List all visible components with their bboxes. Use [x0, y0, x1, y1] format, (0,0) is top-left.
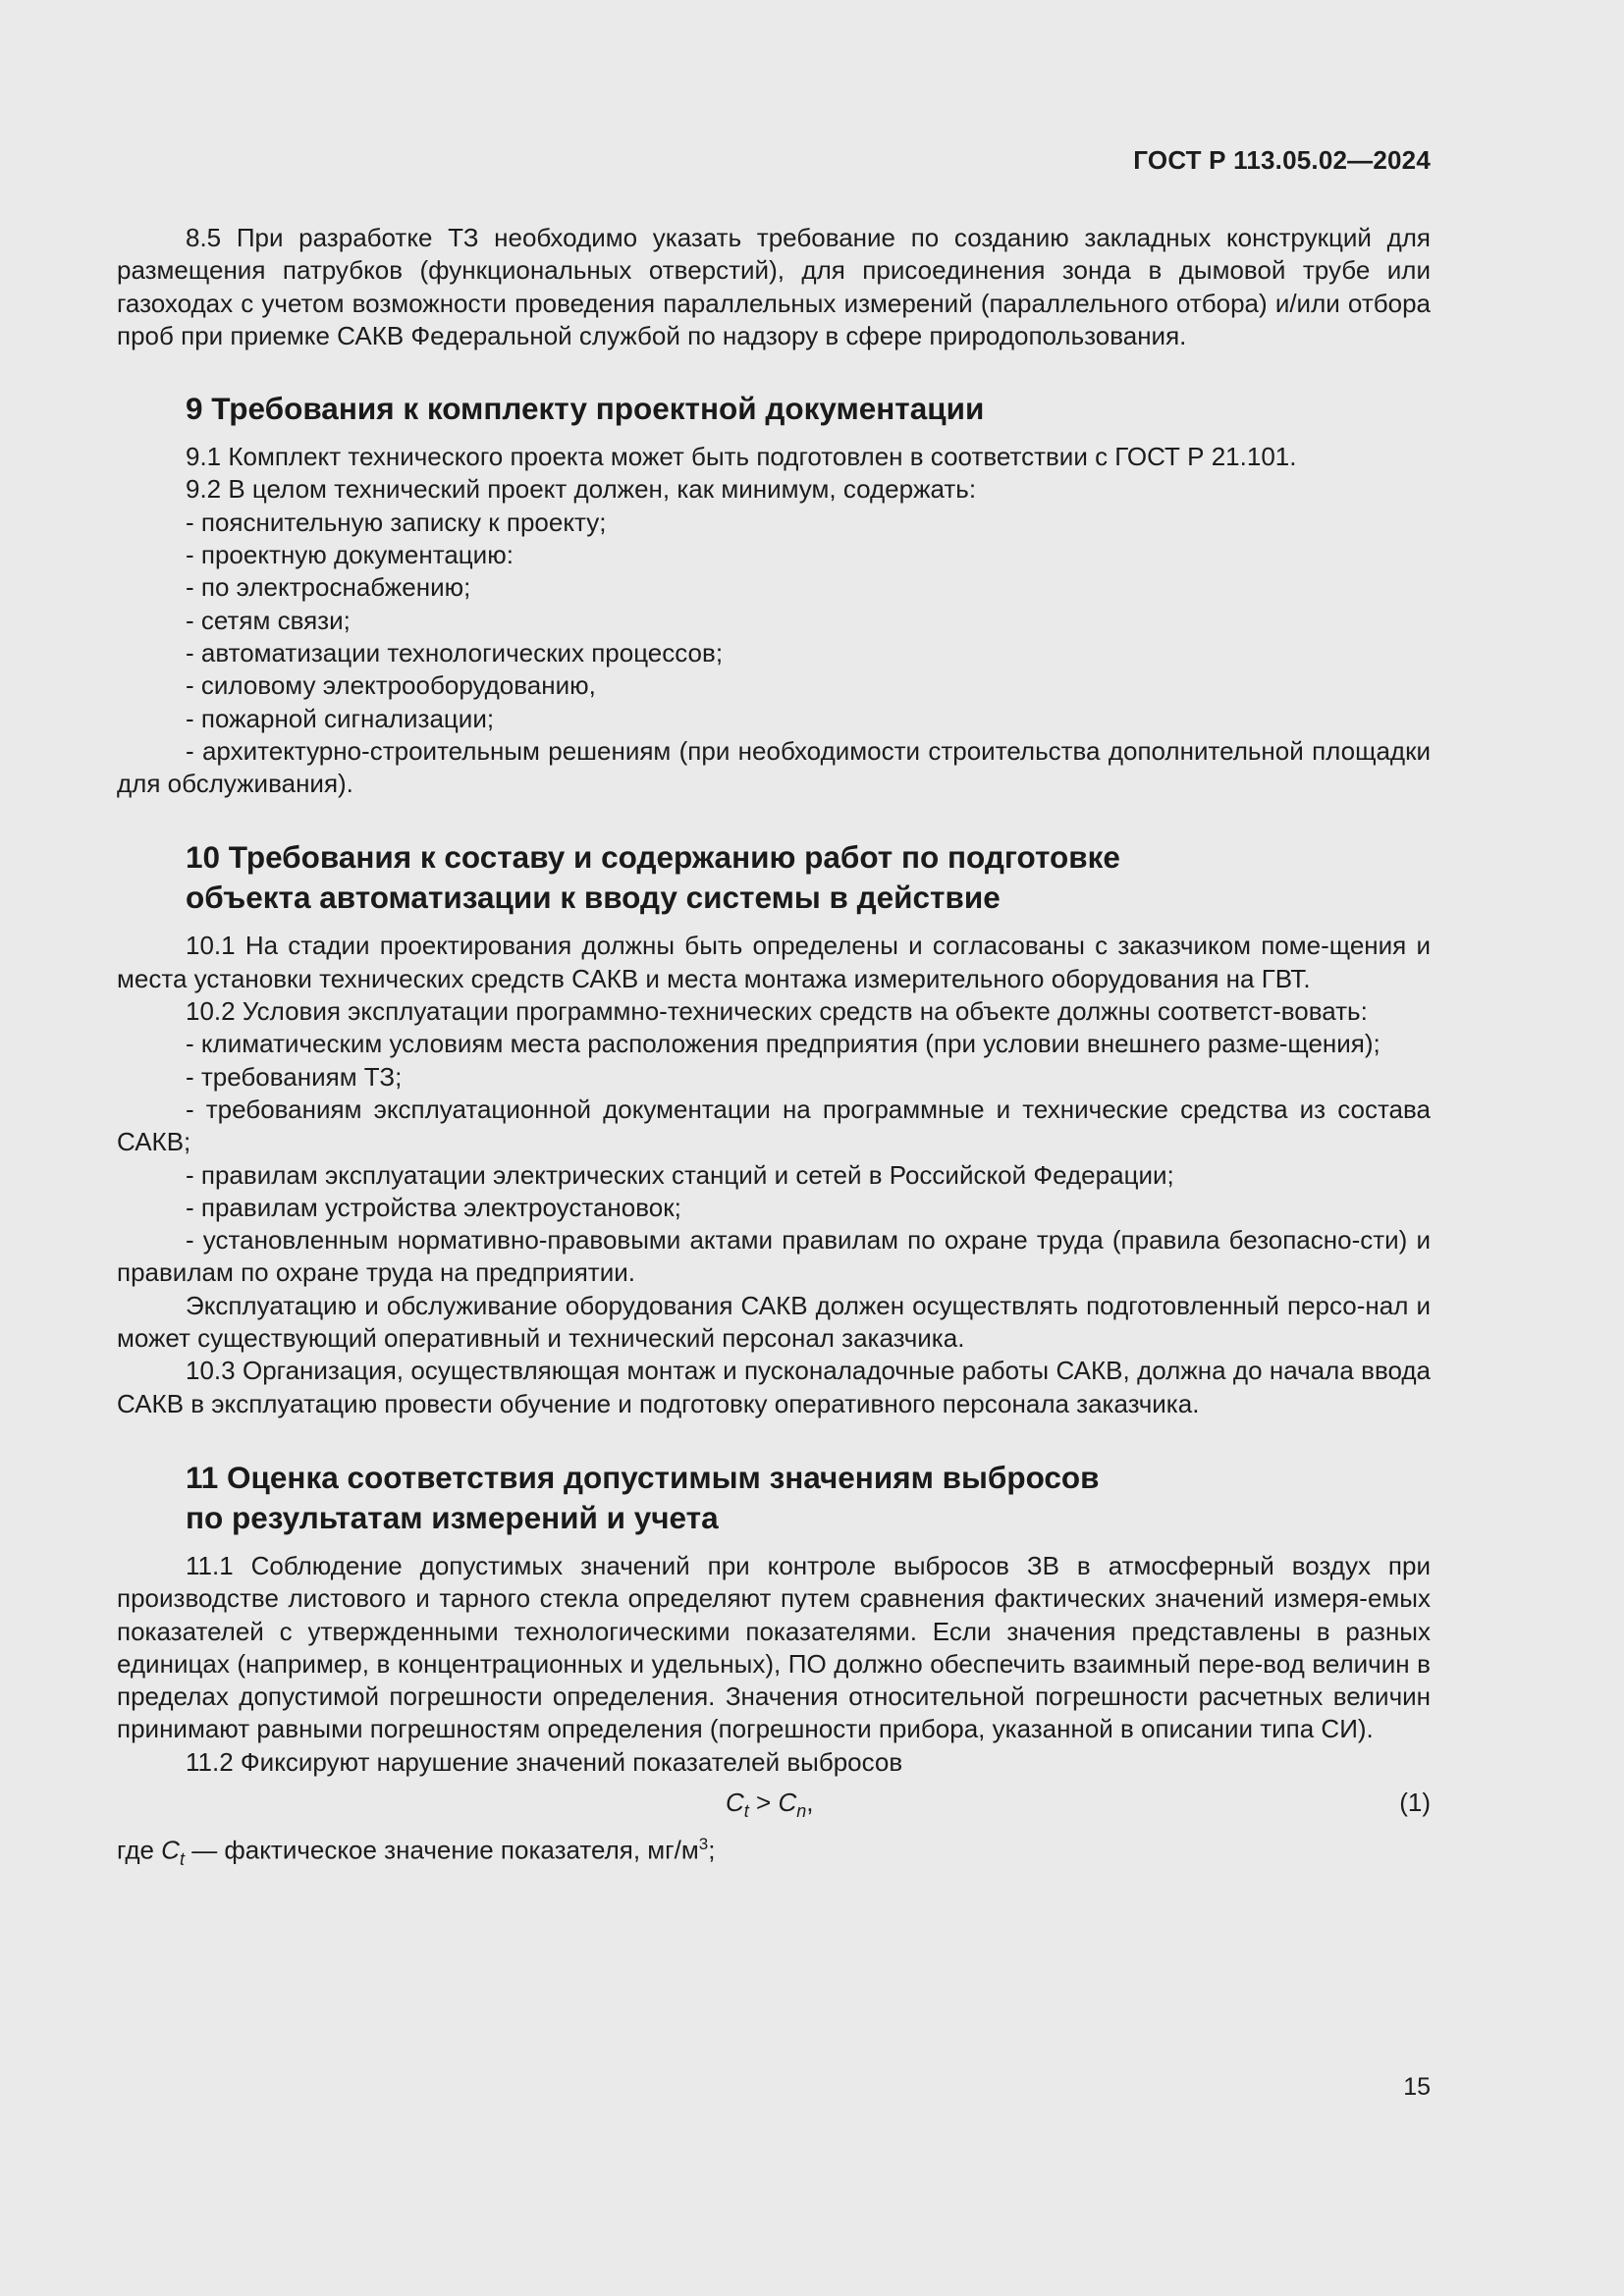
section-9-heading: 9 Требования к комплекту проектной документации	[186, 391, 985, 427]
list-item: - пожарной сигнализации;	[186, 703, 495, 733]
list-item: - требованиям ТЗ;	[186, 1061, 403, 1092]
list-item: - сетям связи;	[186, 605, 351, 635]
section-11-heading-line2: по результатам измерений и учета	[186, 1499, 719, 1535]
list-item: - автоматизации технологических процессов;	[186, 637, 724, 667]
section-10-heading-line1: 10 Требования к составу и содержанию работ по подготовке	[186, 839, 1120, 876]
section-10-heading	[186, 837, 1431, 918]
paragraph-10-3: 10.3 Организация, осуществляющая монтаж и пусконаладочные работы САКВ, должна до начала ввода САКВ в эксплуатацию провести обучение и подготовку оперативного персонала заказчика.	[117, 1356, 1431, 1418]
list-item: - проектную документацию:	[186, 540, 514, 570]
paragraph-11-2: 11.2 Фиксируют нарушение значений показателей выбросов	[186, 1746, 903, 1777]
page-number: 15	[1403, 2073, 1431, 2101]
list-item: - правилам эксплуатации электрических станций и сетей в Российской Федерации;	[186, 1159, 1174, 1190]
paragraph-8-5: 8.5 При разработке ТЗ необходимо указать требование по созданию закладных конструкций для размещения патрубков (функциональных отверстий), для присоединения зонда в дымовой трубе или газоходах с учетом возможности проведения параллельных измерений (параллельного отбора) и/или отбора проб при приемке САКВ Федеральной службой по надзору в сфере природопользования.	[117, 223, 1431, 350]
list-item: - требованиям эксплуатационной документации на программные и технические средства из состава САКВ;	[117, 1094, 1431, 1157]
standard-code-header: ГОСТ Р 113.05.02—2024	[1133, 145, 1431, 175]
formula-expression: $C_t > C_n$,	[726, 1787, 814, 1822]
section-10-heading-line2: объекта автоматизации к вводу системы в действие	[186, 880, 1001, 916]
list-item: - пояснительную записку к проекту;	[186, 507, 607, 537]
paragraph-exploitation: Эксплуатацию и обслуживание оборудования САКВ должен осуществлять подготовленный персо-нал и может существующий оперативный и технический персонал заказчика.	[117, 1290, 1431, 1354]
formula-legend: где $C_t$ — фактическое значение показателя, $мг/м^3$;	[117, 1834, 716, 1869]
section-11-heading	[186, 1458, 1431, 1538]
list-item: - силовому электрооборудованию,	[186, 670, 596, 701]
list-item: - правилам устройства электроустановок;	[186, 1192, 681, 1222]
list-item: - установленным нормативно-правовыми актами правилам по охране труда (правила безопасно-сти) и правилам по охране труда на предприятии.	[117, 1225, 1431, 1288]
paragraph-9-1: 9.1 Комплект технического проекта может быть подготовлен в соответствии с ГОСТ Р 21.101.	[186, 442, 1297, 472]
paragraph-10-2: 10.2 Условия эксплуатации программно-технических средств на объекте должны соответст-вовать:	[186, 996, 1368, 1027]
equation-number: (1)	[1399, 1787, 1431, 1817]
paragraph-10-1: 10.1 На стадии проектирования должны быть определены и согласованы с заказчиком поме-щения и места установки технических средств САКВ и места монтажа измерительного оборудования на ГВТ.	[117, 931, 1431, 993]
list-item: - климатическим условиям места расположения предприятия (при условии внешнего разме-щения);	[186, 1029, 1380, 1059]
section-11-heading-line1: 11 Оценка соответствия допустимым значениям выбросов	[186, 1459, 1100, 1495]
paragraph-11-1: 11.1 Соблюдение допустимых значений при контроле выбросов ЗВ в атмосферный воздух при производстве листового и тарного стекла определяют путем сравнения фактических значений измеря-емых показателей с утвержденными технологическими показателями. Если значения представлены в разных единицах (например, в концентрационных и удельных), ПО должно обеспечить взаимный пере-вод величин в пределах допустимой погрешности определения. Значения относительной погрешности расчетных величин принимают равными погрешностям определения (погрешности прибора, указанной в описании типа СИ).	[117, 1550, 1431, 1744]
paragraph-9-2: 9.2 В целом технический проект должен, как минимум, содержать:	[186, 474, 977, 505]
formula-1	[117, 1787, 1431, 1826]
page-content	[117, 222, 1431, 1876]
list-item: - по электроснабжению;	[186, 572, 471, 603]
list-item: - архитектурно-строительным решениям (при необходимости строительства дополнительной площадки для обслуживания).	[117, 735, 1431, 799]
